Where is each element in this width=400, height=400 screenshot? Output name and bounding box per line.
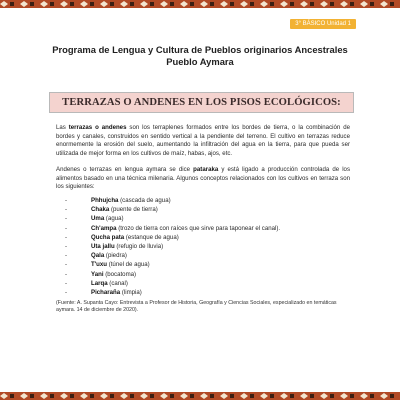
list-item xyxy=(56,224,350,233)
list-dash: - xyxy=(65,252,68,260)
terms-list xyxy=(56,196,350,297)
list-item xyxy=(56,233,350,242)
paragraph-text: Andenes o terrazas en lengua aymara se dice xyxy=(56,165,194,173)
decorative-border-top xyxy=(0,0,400,8)
list-item xyxy=(56,205,350,214)
list-dash: - xyxy=(65,261,68,269)
term-word: Yani xyxy=(91,270,104,278)
list-dash: - xyxy=(65,206,68,214)
list-item xyxy=(56,196,350,205)
list-item xyxy=(56,270,350,279)
term-meaning: (refugio de lluvia) xyxy=(114,242,164,250)
source-citation: (Fuente: A. Supanta Cayo: Entrevista a Profesor de Historia, Geografía y Ciencias Sociales, especializado en temáticas aymara. 14 de diciembre de 2020). xyxy=(56,300,337,314)
program-title: Programa de Lengua y Cultura de Pueblos originarios Ancestrales xyxy=(52,44,348,55)
paragraph-pataraka xyxy=(56,166,350,192)
decorative-border-bottom xyxy=(0,392,400,400)
unit-badge: 3° BÁSICO Unidad 1 xyxy=(290,19,356,29)
list-dash: - xyxy=(65,279,68,287)
list-dash: - xyxy=(65,270,68,278)
section-title: TERRAZAS O ANDENES EN LOS PISOS ECOLÓGICOS: xyxy=(62,97,341,108)
term-meaning: (piedra) xyxy=(104,252,127,260)
term-pataraka: pataraka xyxy=(193,165,219,173)
term-word: T'uxu xyxy=(91,261,108,269)
term-word: Qucha pata xyxy=(91,233,125,241)
list-dash: - xyxy=(65,242,68,250)
term-meaning: (limpia) xyxy=(120,288,142,296)
term-meaning: (bocatoma) xyxy=(103,270,137,278)
term-meaning: (puente de tierra) xyxy=(109,206,158,214)
list-dash: - xyxy=(65,215,68,223)
paragraph-text: y está ligado a producción controlada de los alimentos basado en una técnica milenaria. Algunos conceptos relacionados con los cultivos en terraza son los siguientes: xyxy=(56,165,350,191)
term-word: Qala xyxy=(91,252,105,260)
list-dash: - xyxy=(65,224,68,232)
paragraph-text: Las xyxy=(56,124,69,131)
list-dash: - xyxy=(65,196,68,204)
list-item xyxy=(56,251,350,260)
term-word: Picharaña xyxy=(91,288,121,296)
term-meaning: (estanque de agua) xyxy=(124,233,179,241)
list-item xyxy=(56,260,350,269)
list-item xyxy=(56,214,350,223)
document-header xyxy=(0,44,400,68)
term-meaning: (trozo de tierra con raíces que sirve para taponear el canal). xyxy=(116,224,281,232)
term-word: Uta jallu xyxy=(91,242,115,250)
paragraph-terrazas xyxy=(56,124,350,159)
list-item xyxy=(56,288,350,297)
term-word: Larqa xyxy=(91,279,108,287)
term-meaning: (agua) xyxy=(104,215,124,223)
term-word: Uma xyxy=(91,215,105,223)
term-word: Phhujcha xyxy=(91,196,119,204)
term-meaning: (cascada de agua) xyxy=(118,196,171,204)
term-word: Ch'ampa xyxy=(91,224,117,232)
section-title-banner xyxy=(49,92,354,113)
document-body xyxy=(56,124,350,314)
paragraph-text: son los terraplenes formados entre los bordes de tierra, o la combinación de bordes y canales, construidos en sentido vertical a la pendiente del terreno. El cultivo en terrazas reduce enormemente la erosión del suelo, aumentando la infiltración del agua en la tierra, para que pueda ser utilizada de mejor forma en los cultivos de maíz, habas, ajos, etc. xyxy=(56,124,350,158)
term-terrazas: terrazas o andenes xyxy=(68,124,127,131)
term-meaning: (túnel de agua) xyxy=(107,261,150,269)
list-dash: - xyxy=(65,233,68,241)
people-title: Pueblo Aymara xyxy=(166,56,234,67)
list-item xyxy=(56,242,350,251)
term-word: Chaka xyxy=(91,206,110,214)
list-dash: - xyxy=(65,288,68,296)
term-meaning: (canal) xyxy=(107,279,128,287)
list-item xyxy=(56,279,350,288)
